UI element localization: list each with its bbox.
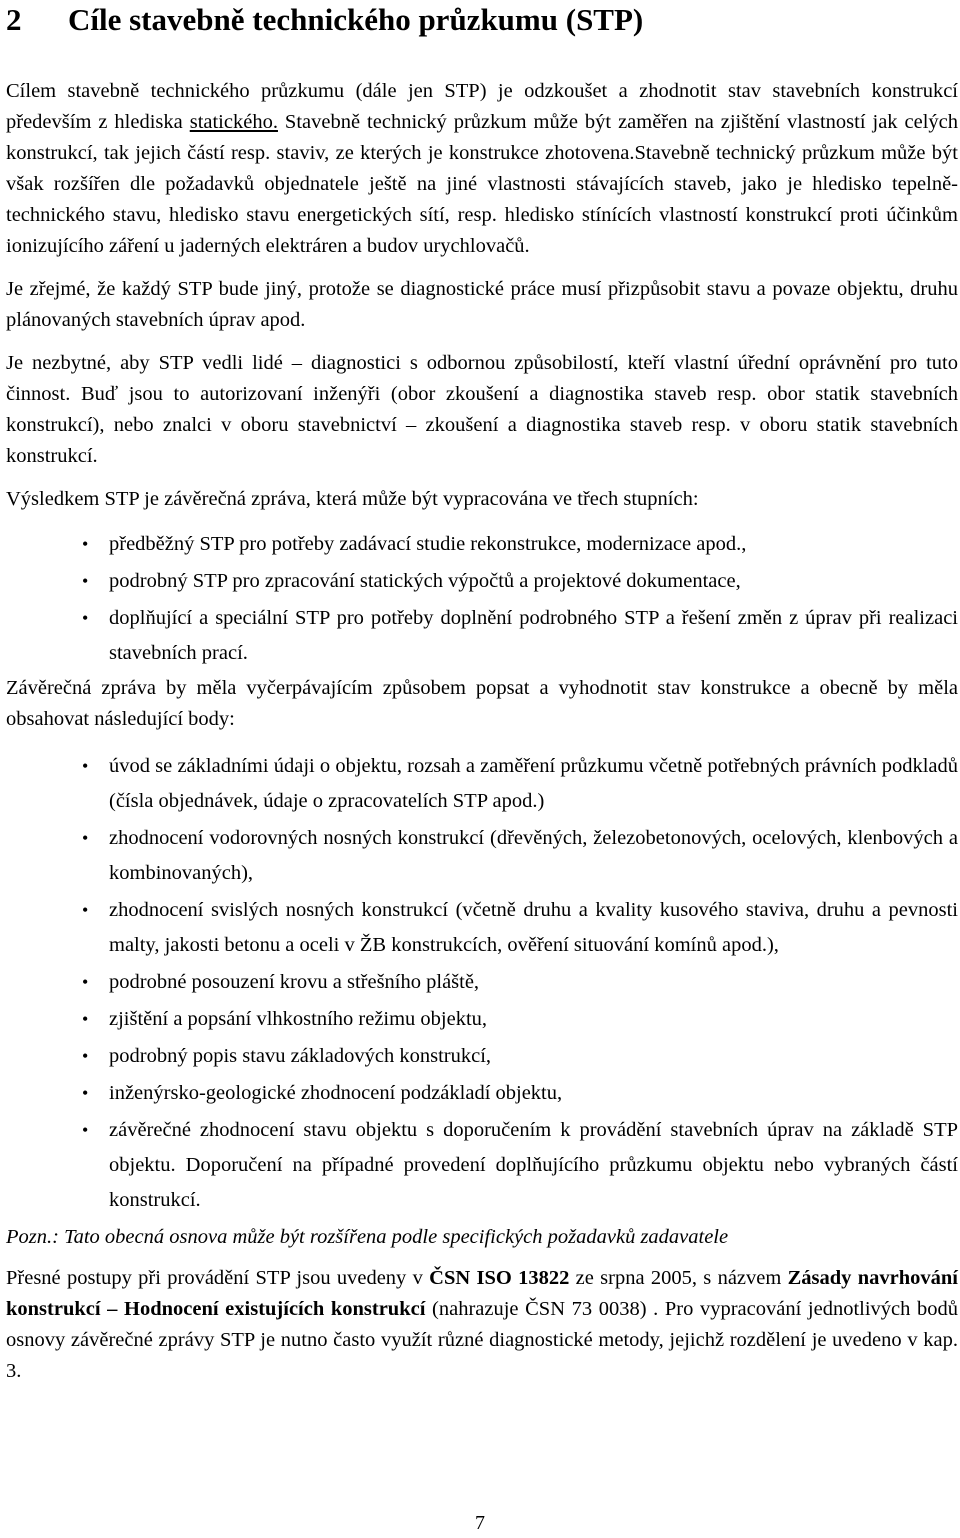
bullet-icon: •	[82, 1009, 89, 1029]
list-item-text: závěrečné zhodnocení stavu objektu s doporučením k provádění stavebních úprav na základě STP objektu. Doporučení na případné provedení doplňujícího průzkumu objektu nebo vybraných částí konstrukcí.	[109, 1119, 958, 1211]
note: Pozn.: Tato obecná osnova může být rozšířena podle specifických požadavků zadavatele	[6, 1226, 729, 1248]
paragraph-text: (nahrazuje ČSN 73 0038) . Pro vypracování jednotlivých bodů osnovy závěrečné zprávy STP je nutno často využít různé diagnostické metody, jejichž rozdělení je uvedeno v kap. 3.	[6, 1298, 958, 1382]
section-number: 2	[6, 2, 22, 37]
list-item	[6, 601, 958, 671]
list-item-text: podrobný STP pro zpracování statických výpočtů a projektové dokumentace,	[109, 570, 741, 592]
standard-name: ČSN ISO 13822	[429, 1267, 570, 1289]
underlined-word: statického.	[189, 111, 278, 133]
paragraph-final	[6, 1263, 958, 1387]
list-item	[6, 821, 958, 891]
list-item-text: předběžný STP pro potřeby zadávací studie rekonstrukce, modernizace apod.,	[109, 533, 747, 555]
list-item-text: zhodnocení vodorovných nosných konstrukcí (dřevěných, železobetonových, ocelových, klenbových a kombinovaných),	[109, 827, 958, 884]
page-number: 7	[475, 1512, 485, 1534]
section-title: Cíle stavebně technického průzkumu (STP)	[68, 2, 644, 37]
report-stages-list	[6, 527, 958, 671]
standard-title: Zásady navrhování konstrukcí – Hodnocení existujících konstrukcí	[6, 1267, 958, 1320]
paragraph-text: Cílem stavebně technického průzkumu (dále jen STP) je odzkoušet a zhodnotit stav stavebních konstrukcí především z hlediska	[6, 80, 958, 133]
bullet-icon: •	[82, 1046, 89, 1066]
list-item	[6, 749, 958, 819]
list-item	[6, 1039, 958, 1074]
document-page	[6, 0, 958, 1387]
bullet-icon: •	[82, 534, 89, 554]
list-item-text: podrobné posouzení krovu a střešního pláště,	[109, 971, 480, 993]
paragraph-4: Výsledkem STP je závěrečná zpráva, která může být vypracována ve třech stupních:	[6, 488, 699, 510]
paragraph-text: Stavebně technický průzkum může být zaměřen na zjištění vlastností jak celých konstrukcí, tak jejich částí resp. staviv, ze kterých je konstrukce zhotovena.Stavebně technický průzkum může být však rozšířen dle požadavků objednatele ještě na jiné vlastnosti stávajících staveb, jako je hledisko tepelně-technického stavu, hledisko stavu energetických sítí, resp. hledisko stínících vlastností konstrukcí proti účinkům ionizujícího záření u jaderných elektráren a budov urychlovačů.	[6, 111, 959, 257]
list-item	[6, 893, 958, 963]
list-item-text: zhodnocení svislých nosných konstrukcí (včetně druhu a kvality kusového staviva, druhu a pevnosti malty, jakosti betonu a oceli v ŽB konstrukcích, ověření situování komínů apod.),	[109, 899, 958, 956]
paragraph-text: Přesné postupy při provádění STP jsou uvedeny v	[6, 1267, 430, 1289]
list-item-text: doplňující a speciální STP pro potřeby doplnění podrobného STP a řešení změn z úprav při realizaci stavebních prací.	[109, 607, 958, 664]
list-item	[6, 1076, 958, 1111]
list-item-text: podrobný popis stavu základových konstrukcí,	[109, 1045, 492, 1067]
list-item-text: zjištění a popsání vlhkostního režimu objektu,	[109, 1008, 488, 1030]
list-item-text: úvod se základními údaji o objektu, rozsah a zaměření průzkumu včetně potřebných právních podkladů (čísla objednávek, údaje o zpracovatelích STP apod.)	[109, 755, 958, 812]
list-item	[6, 1002, 958, 1037]
list-item	[6, 564, 958, 599]
paragraph-2: Je zřejmé, že každý STP bude jiný, protože se diagnostické práce musí přizpůsobit stavu a povaze objektu, druhu plánovaných stavebních úprav apod.	[6, 278, 958, 331]
paragraph-5: Závěrečná zpráva by měla vyčerpávajícím způsobem popsat a vyhodnotit stav konstrukce a obecně by měla obsahovat následující body:	[6, 677, 958, 730]
section-heading	[6, 0, 958, 38]
list-item	[6, 1113, 958, 1218]
list-item	[6, 527, 958, 562]
bullet-icon: •	[82, 1120, 89, 1140]
list-item	[6, 965, 958, 1000]
bullet-icon: •	[82, 972, 89, 992]
bullet-icon: •	[82, 571, 89, 591]
paragraph-text: ze srpna 2005, s názvem	[569, 1267, 788, 1289]
bullet-icon: •	[82, 828, 89, 848]
report-contents-list	[6, 749, 958, 1218]
bullet-icon: •	[82, 756, 89, 776]
bullet-icon: •	[82, 608, 89, 628]
bullet-icon: •	[82, 900, 89, 920]
list-item-text: inženýrsko-geologické zhodnocení podzákladí objektu,	[109, 1082, 563, 1104]
paragraph-intro	[6, 76, 958, 262]
bullet-icon: •	[82, 1083, 89, 1103]
paragraph-3: Je nezbytné, aby STP vedli lidé – diagnostici s odbornou způsobilostí, kteří vlastní úřední oprávnění pro tuto činnost. Buď jsou to autorizovaní inženýři (obor zkoušení a diagnostika staveb resp. obor statik stavebních konstrukcí), nebo znalci v oboru stavebnictví – zkoušení a diagnostika staveb resp. v oboru statik stavebních konstrukcí.	[6, 352, 958, 467]
